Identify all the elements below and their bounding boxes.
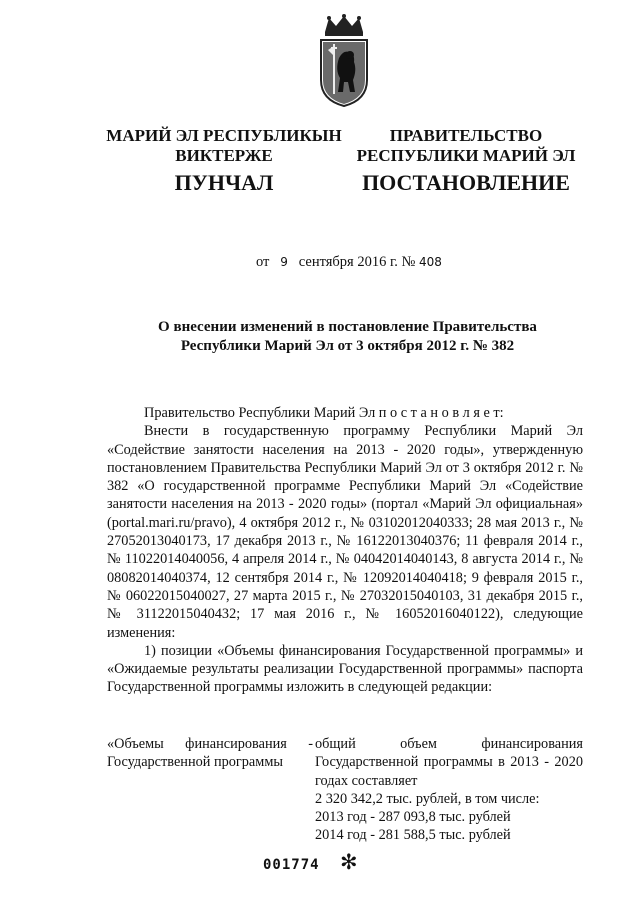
table-right-cell: [315, 735, 583, 845]
doc-type-right: ПОСТАНОВЛЕНИЕ: [362, 170, 570, 195]
date-prefix: от: [256, 254, 270, 270]
coat-of-arms-icon: [317, 14, 371, 108]
header-right: [340, 126, 592, 166]
asterisk-mark-icon: ✻: [340, 850, 358, 874]
table-left-label: «Объемы финансирования - Государственной программы: [107, 736, 313, 771]
header-left-line1: МАРИЙ ЭЛ РЕСПУБЛИКЫН: [106, 126, 342, 145]
header-left: [98, 126, 350, 166]
header-right-line1: ПРАВИТЕЛЬСТВО: [389, 126, 543, 145]
table-right-year1: 2013 год - 287 093,8 тыс. рублей: [315, 809, 511, 826]
table-right-intro: общий объем финансирования Государственной программы в 2013 - 2020 годах составляет: [315, 736, 583, 789]
table-left-cell: [107, 735, 313, 772]
header-left-line2: ВИКТЕРЖЕ: [175, 146, 273, 165]
paragraph-main: Внести в государственную программу Республики Марий Эл «Содействие занятости населения на 2013 - 2020 годы», утвержденную постановлением Правительства Республики Марий Эл от 3 октября 2012 г. № 382 «О государственной программе Республики Марий Эл «Содействие занятости населения на 2013 - 2020 годы» (портал «Марий Эл официальная» (portal.mari.ru/pravo), 4 октября 2012 г., № 03102012040333; 28 мая 2013 г., № 27052013040173, 17 декабря 2013 г., № 16122013040376; 11 февраля 2014 г., № 11022014040056, 4 апреля 2014 г., № 04042014040143, 8 августа 2014 г., № 08082014040374, 12 сентября 2014 г., № 12092014040418; 9 февраля 2015 г., № 06022015040027, 27 марта 2015 г., № 27032015040103, 31 декабря 2015 г., № 31122015040432; 17 мая 2016 г., № 16052016040122), следующие изменения:: [107, 423, 583, 641]
date-day: 9: [280, 255, 288, 269]
table-right-year2: 2014 год - 281 588,5 тыс. рублей: [315, 827, 511, 844]
serial-number: 001774: [263, 857, 320, 873]
date-line: [256, 254, 442, 271]
resolves-line: Правительство Республики Марий Эл п о с т а н о в л я е т:: [144, 405, 504, 421]
document-number: 408: [419, 255, 442, 269]
paragraph-item-1: 1) позиции «Объемы финансирования Государственной программы» и «Ожидаемые результаты реализации Государственной программы» паспорта Государственной программы изложить в следующей редакции:: [107, 642, 583, 696]
doc-type-left: ПУНЧАЛ: [174, 170, 274, 195]
title-line1: О внесении изменений в постановление Правительства: [158, 319, 537, 335]
title-line2: Республики Марий Эл от 3 октября 2012 г. № 382: [180, 338, 515, 354]
document-body: [107, 404, 583, 697]
header-right-line2: РЕСПУБЛИКИ МАРИЙ ЭЛ: [356, 146, 576, 165]
table-right-total: 2 320 342,2 тыс. рублей, в том числе:: [315, 790, 540, 807]
date-month-year: сентября 2016 г. №: [298, 254, 416, 270]
document-title: [60, 318, 635, 356]
